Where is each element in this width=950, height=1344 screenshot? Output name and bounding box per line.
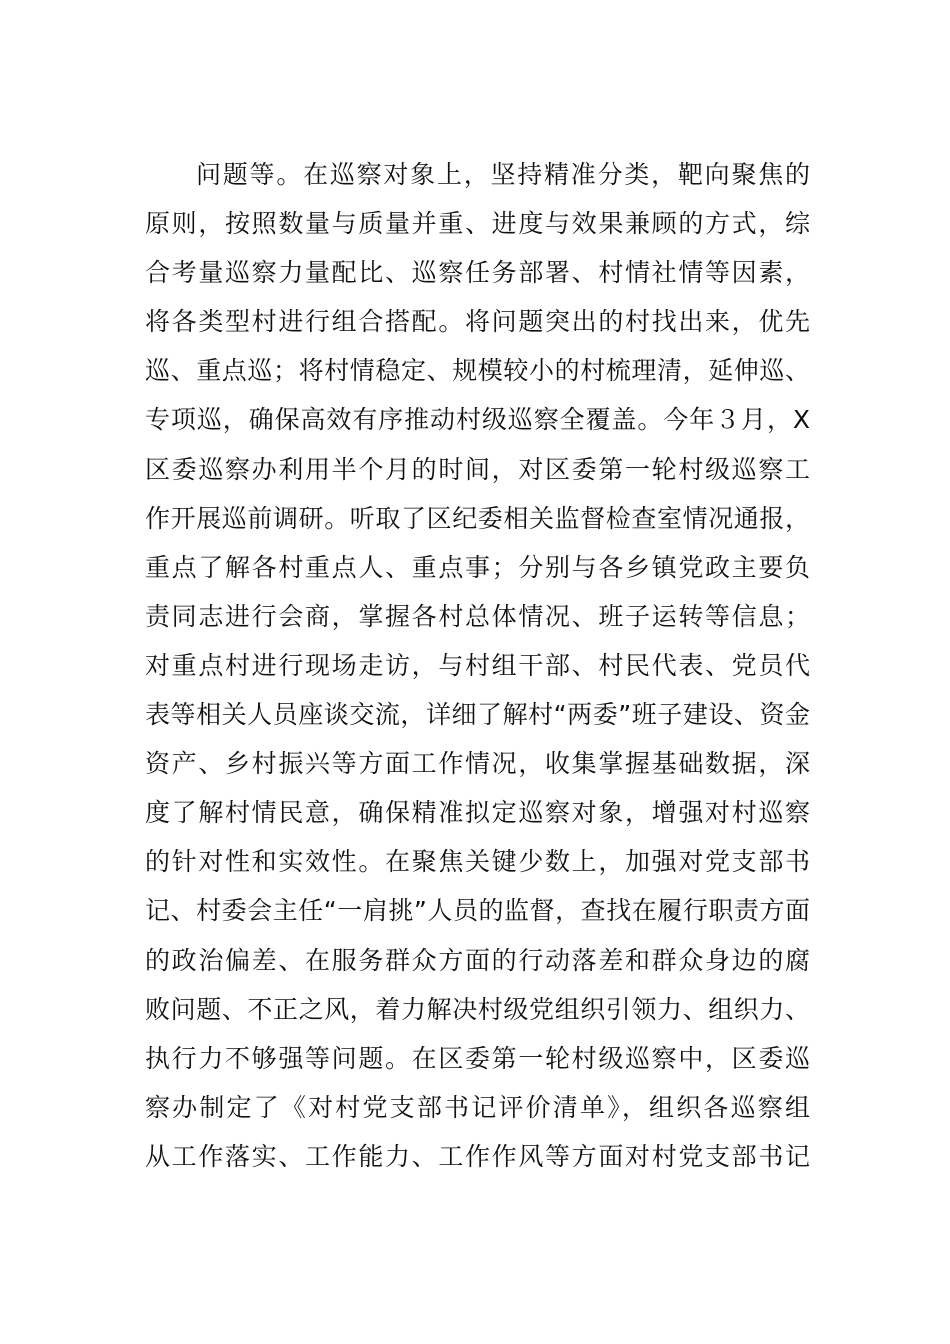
text-line: 问题等。在巡察对象上，坚持精准分类，靶向聚焦的	[196, 160, 810, 189]
text-line: 的针对性和实效性。在聚焦关键少数上，加强对党支部书	[145, 847, 810, 877]
text-line: 重点了解各村重点人、重点事；分别与各乡镇党政主要负	[145, 552, 810, 582]
text-line: 区委巡察办利用半个月的时间，对区委第一轮村级巡察工	[145, 454, 810, 484]
text-line: 从工作落实、工作能力、工作作风等方面对村党支部书记	[145, 1141, 810, 1171]
text-line: 合考量巡察力量配比、巡察任务部署、村情社情等因素，	[145, 258, 810, 288]
text-line: 察办制定了《对村党支部书记评价清单》，组织各巡察组	[145, 1092, 810, 1122]
text-line: 专项巡，确保高效有序推动村级巡察全覆盖。今年３月，X	[145, 405, 810, 435]
text-line: 原则，按照数量与质量并重、进度与效果兼顾的方式，综	[145, 209, 810, 239]
text-line: 度了解村情民意，确保精准拟定巡察对象，增强对村巡察	[145, 798, 810, 828]
text-line: 败问题、不正之风，着力解决村级党组织引领力、组织力、	[145, 994, 810, 1024]
text-line: 责同志进行会商，掌握各村总体情况、班子运转等信息；	[145, 601, 810, 631]
text-line: 的政治偏差、在服务群众方面的行动落差和群众身边的腐	[145, 945, 810, 975]
text-line: 执行力不够强等问题。在区委第一轮村级巡察中，区委巡	[145, 1043, 810, 1073]
body-text	[145, 150, 810, 1181]
text-line: 对重点村进行现场走访，与村组干部、村民代表、党员代	[145, 650, 810, 680]
text-line: 作开展巡前调研。听取了区纪委相关监督检查室情况通报，	[145, 503, 810, 533]
text-line: 资产、乡村振兴等方面工作情况，收集掌握基础数据，深	[145, 749, 810, 779]
text-line: 表等相关人员座谈交流，详细了解村“两委”班子建设、资金	[145, 700, 810, 730]
text-line: 巡、重点巡；将村情稳定、规模较小的村梳理清，延伸巡、	[145, 356, 810, 386]
text-line: 将各类型村进行组合搭配。将问题突出的村找出来，优先	[145, 307, 810, 337]
text-line: 记、村委会主任“一肩挑”人员的监督，查找在履行职责方面	[145, 896, 810, 926]
